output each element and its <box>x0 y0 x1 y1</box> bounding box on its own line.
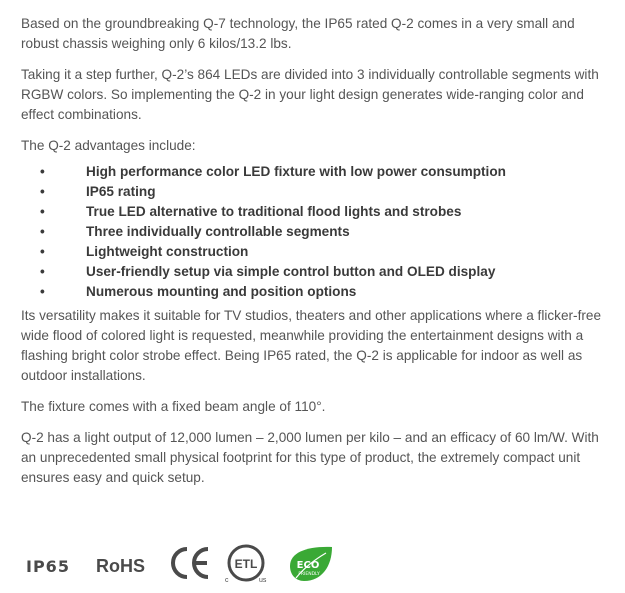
ce-mark-icon <box>170 546 212 580</box>
intro-paragraph: Based on the groundbreaking Q-7 technology, the IP65 rated Q-2 comes in a very small and robust chassis weighing only 6 kilos/13.2 lbs. <box>21 16 575 51</box>
list-item: • High performance color LED fixture with low power consumption <box>21 162 611 182</box>
list-item: • IP65 rating <box>21 182 611 202</box>
rohs-logo: RoHS <box>96 556 145 576</box>
etl-us-text: us <box>259 577 267 584</box>
list-item: • Numerous mounting and position options <box>21 282 611 302</box>
etl-c-text: c <box>225 577 229 584</box>
bullet-icon: • <box>40 264 45 279</box>
bullet-icon: • <box>40 184 45 199</box>
ip65-logo: IP65 <box>26 557 70 576</box>
list-item: • Three individually controllable segments <box>21 222 611 242</box>
versatility-paragraph: Its versatility makes it suitable for TV studios, theaters and other applications where a flicker-free wide flood of colored light is requested, meanwhile providing the entertainment designs with a flashing bright color strobe effect. Being IP65 rated, the Q-2 is applicable for indoor as well as outdoor installations. <box>21 308 602 383</box>
certification-logos <box>26 540 356 590</box>
list-item: • User-friendly setup via simple control button and OLED display <box>21 262 611 282</box>
beam-angle-paragraph: The fixture comes with a fixed beam angle of 110°. <box>21 399 326 414</box>
list-item: • True LED alternative to traditional flood lights and strobes <box>21 202 611 222</box>
product-description <box>21 14 611 499</box>
eco-friendly-text: FRIENDLY <box>298 572 320 577</box>
etl-listed-icon <box>222 542 270 584</box>
bullet-icon: • <box>40 164 45 179</box>
bullet-icon: • <box>40 224 45 239</box>
list-item: • Lightweight construction <box>21 242 611 262</box>
eco-text: ECO <box>296 560 320 571</box>
advantages-list <box>21 162 611 302</box>
bullet-icon: • <box>40 204 45 219</box>
eco-friendly-icon <box>286 544 336 584</box>
led-segments-paragraph: Taking it a step further, Q-2’s 864 LEDs are divided into 3 individually controllable segments with RGBW colors. So implementing the Q-2 in your light design generates wide-ranging color and effect combinations. <box>21 67 599 122</box>
advantages-heading: The Q-2 advantages include: <box>21 138 196 153</box>
bullet-icon: • <box>40 284 45 299</box>
etl-text: ETL <box>234 557 258 571</box>
light-output-paragraph: Q-2 has a light output of 12,000 lumen – 2,000 lumen per kilo – and an efficacy of 60 lm/W. With an unprecedented small physical footprint for this type of product, the extremely compact unit ensures easy and quick setup. <box>21 430 599 485</box>
bullet-icon: • <box>40 244 45 259</box>
